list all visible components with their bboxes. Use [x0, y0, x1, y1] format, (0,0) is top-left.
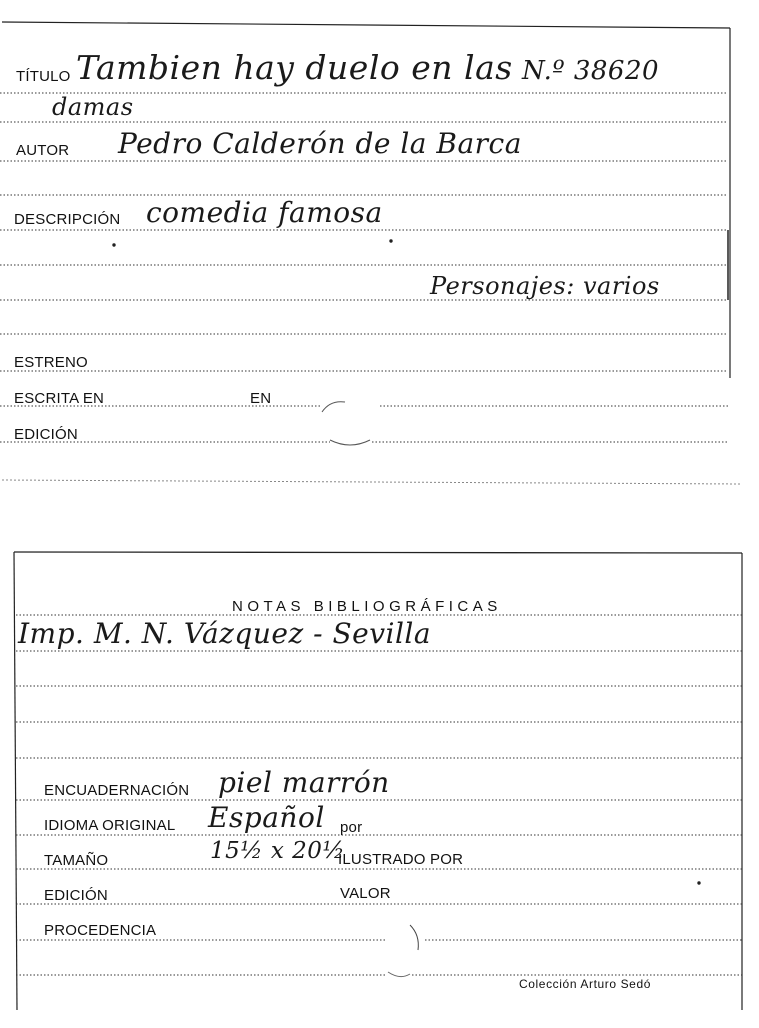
- handwritten-idioma-original: Español: [208, 801, 325, 834]
- label-procedencia: PROCEDENCIA: [44, 922, 157, 939]
- handwritten-personajes: Personajes: varios: [430, 272, 660, 300]
- label-estreno: ESTRENO: [14, 354, 88, 371]
- label-tamano: TAMAÑO: [44, 852, 109, 869]
- label-edicion-bottom: EDICIÓN: [44, 887, 108, 904]
- label-en: EN: [250, 390, 272, 407]
- handwritten-tamano: 15½ x 20½: [210, 838, 346, 864]
- label-titulo: TÍTULO: [16, 68, 71, 85]
- handwritten-titulo-line1: Tambien hay duelo en las: [76, 48, 513, 87]
- notas-bibliograficas-heading: NOTAS BIBLIOGRÁFICAS: [232, 598, 502, 615]
- label-ilustrado-por: ILUSTRADO POR: [338, 851, 464, 868]
- label-por: por: [340, 819, 363, 836]
- handwritten-encuadernacion: piel marrón: [218, 766, 390, 799]
- coleccion-footer: Colección Arturo Sedó: [519, 977, 652, 991]
- label-encuadernacion: ENCUADERNACIÓN: [44, 782, 190, 799]
- handwritten-autor: Pedro Calderón de la Barca: [118, 127, 522, 160]
- label-autor: AUTOR: [16, 142, 70, 159]
- label-idioma-original: IDIOMA ORIGINAL: [44, 817, 176, 834]
- handwritten-descripcion: comedia famosa: [146, 196, 383, 229]
- handwritten-notas: Imp. M. N. Vázquez - Sevilla: [18, 617, 432, 650]
- label-descripcion: DESCRIPCIÓN: [14, 211, 121, 228]
- label-edicion-top: EDICIÓN: [14, 426, 78, 443]
- handwritten-numero: N.º 38620: [522, 56, 660, 86]
- label-valor: VALOR: [340, 885, 391, 902]
- label-escrita-en: ESCRITA EN: [14, 390, 105, 407]
- handwritten-titulo-line2: damas: [52, 93, 134, 121]
